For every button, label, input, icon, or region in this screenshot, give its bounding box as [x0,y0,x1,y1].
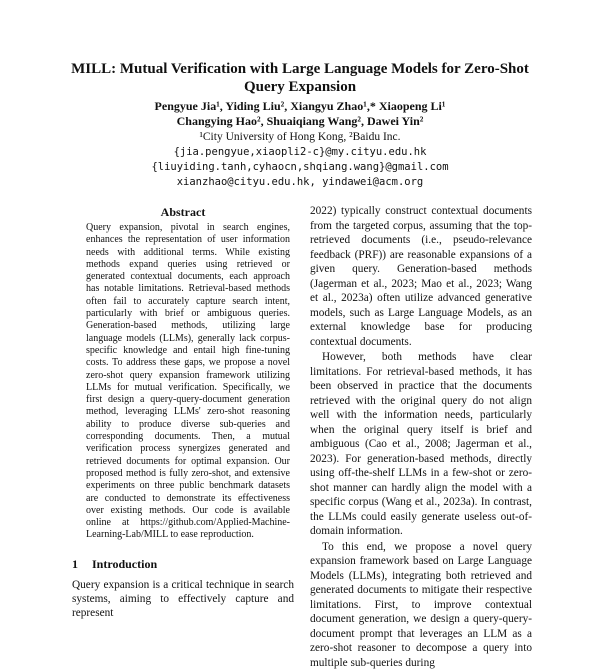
section-heading-introduction [72,557,157,572]
introduction-text: Query expansion is a critical technique in search systems, aiming to effectively capture and represent [72,578,294,620]
email-line-1: {jia.pengyue,xiaopli2-c}@my.cityu.edu.hk [100,145,500,160]
section-title: Introduction [92,557,157,571]
email-line-2: {liuyiding.tanh,cyhaocn,shqiang.wang}@gmail.com [100,160,500,175]
affiliations: ¹City University of Hong Kong, ²Baidu Inc. [100,130,500,144]
paragraph: 2022) typically construct contextual documents from the targeted corpus, assuming that the top-retrieved documents (i.e., pseudo-relevance feedback (PRF)) are reasonable expansions of a given query. Generation-based methods (Jagerman et al., 2023; Mao et al., 2023; Wang et al., 2023a) often utilize advanced generative models, such as Large Language Models, as an external knowledge base for producing contextual documents. [310,204,532,349]
paragraph: However, both methods have clear limitations. For retrieval-based methods, it has been observed in practice that the documents retrieved with the original query do not align well with the information needs, particularly when the original query itself is brief and ambiguous (Cao et al., 2008; Jagerman et al., 2023). For generation-based methods, directly using off-the-shelf LLMs in a few-shot or zero-shot manner can hardly align the model with a specific corpus (Wang et al., 2023a). In contrast, the LLMs could easily generate useless out-of-domain information. [310,350,532,539]
email-line-3: xianzhao@cityu.edu.hk, yindawei@acm.org [100,175,500,190]
authors-line-1: Pengyue Jia¹, Yiding Liu², Xiangyu Zhao¹,* Xiaopeng Li¹ [100,99,500,114]
author-list [100,99,500,129]
section-number: 1 [72,557,92,572]
abstract-text: Query expansion, pivotal in search engines, enhances the representation of user information needs with additional terms. While existing methods expand queries using retrieved or generated contextual documents, each approach has notable limitations. Retrieval-based methods often fail to accurately capture search intent, particularly with brief or ambiguous queries. Generation-based methods, utilizing large language models (LLMs), generally lack corpus-specific knowledge and entail high fine-tuning costs. To address these gaps, we propose a novel zero-shot query expansion framework utilizing LLMs for mutual verification. Specifically, we first design a query-query-document generation method, leveraging LLMs' zero-shot reasoning ability to produce diverse sub-queries and corresponding documents. Then, a mutual verification process synergizes generated and retrieved documents for optimal expansion. Our proposed method is fully zero-shot, and extensive experiments on three public benchmark datasets are conducted to demonstrate its effectiveness over existing methods. Our code is available online at https://github.com/Applied-Machine-Learning-Lab/MILL to ease reproduction. [86,222,290,542]
abstract-heading: Abstract [72,205,294,220]
paper-title: MILL: Mutual Verification with Large Language Models for Zero-Shot Query Expansion [60,60,540,96]
paragraph: To this end, we propose a novel query expansion framework based on Large Language Models (LLMs), integrating both retrieved and generated documents to mitigate their respective limitations. First, to improve contextual document generation, we design a query-query-document prompt that leverages an LLM as a zero-shot reasoner to decompose a query into multiple sub-queries during [310,540,532,670]
authors-line-2: Changying Hao², Shuaiqiang Wang², Dawei Yin² [100,114,500,129]
right-column-body [310,204,532,670]
